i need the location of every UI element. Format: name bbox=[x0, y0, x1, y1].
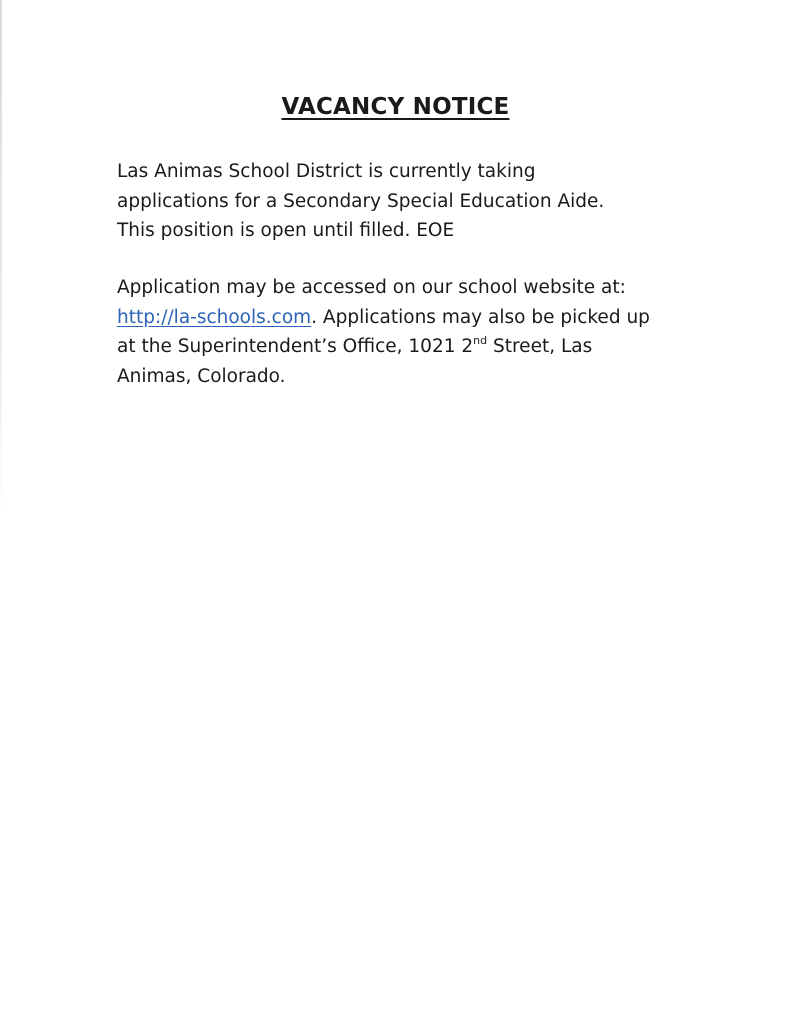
description-line-3: This position is open until filled. EOE bbox=[117, 220, 455, 241]
instructions-line-3-start: at the Superintendent’s Office, 1021 2 bbox=[117, 336, 474, 357]
notice-title bbox=[0, 94, 791, 120]
instructions-line-2-rest: . Applications may also be picked up bbox=[311, 306, 650, 328]
instructions-line-3-end: Street, Las bbox=[487, 336, 593, 357]
school-website-link[interactable]: http://la-schools.com bbox=[117, 306, 312, 328]
ordinal-suffix: nd bbox=[473, 334, 488, 347]
notice-title-text: VACANCY NOTICE bbox=[281, 94, 510, 120]
page-edge-shadow bbox=[0, 0, 2, 520]
description-line-2: applications for a Secondary Special Education Aide. bbox=[117, 190, 605, 212]
application-instructions bbox=[117, 273, 677, 391]
instructions-line-4: Animas, Colorado. bbox=[117, 365, 286, 387]
description-line-1: Las Animas School District is currently taking bbox=[117, 161, 536, 182]
position-description bbox=[117, 157, 677, 246]
instructions-line-1: Application may be accessed on our school website at: bbox=[117, 277, 626, 298]
